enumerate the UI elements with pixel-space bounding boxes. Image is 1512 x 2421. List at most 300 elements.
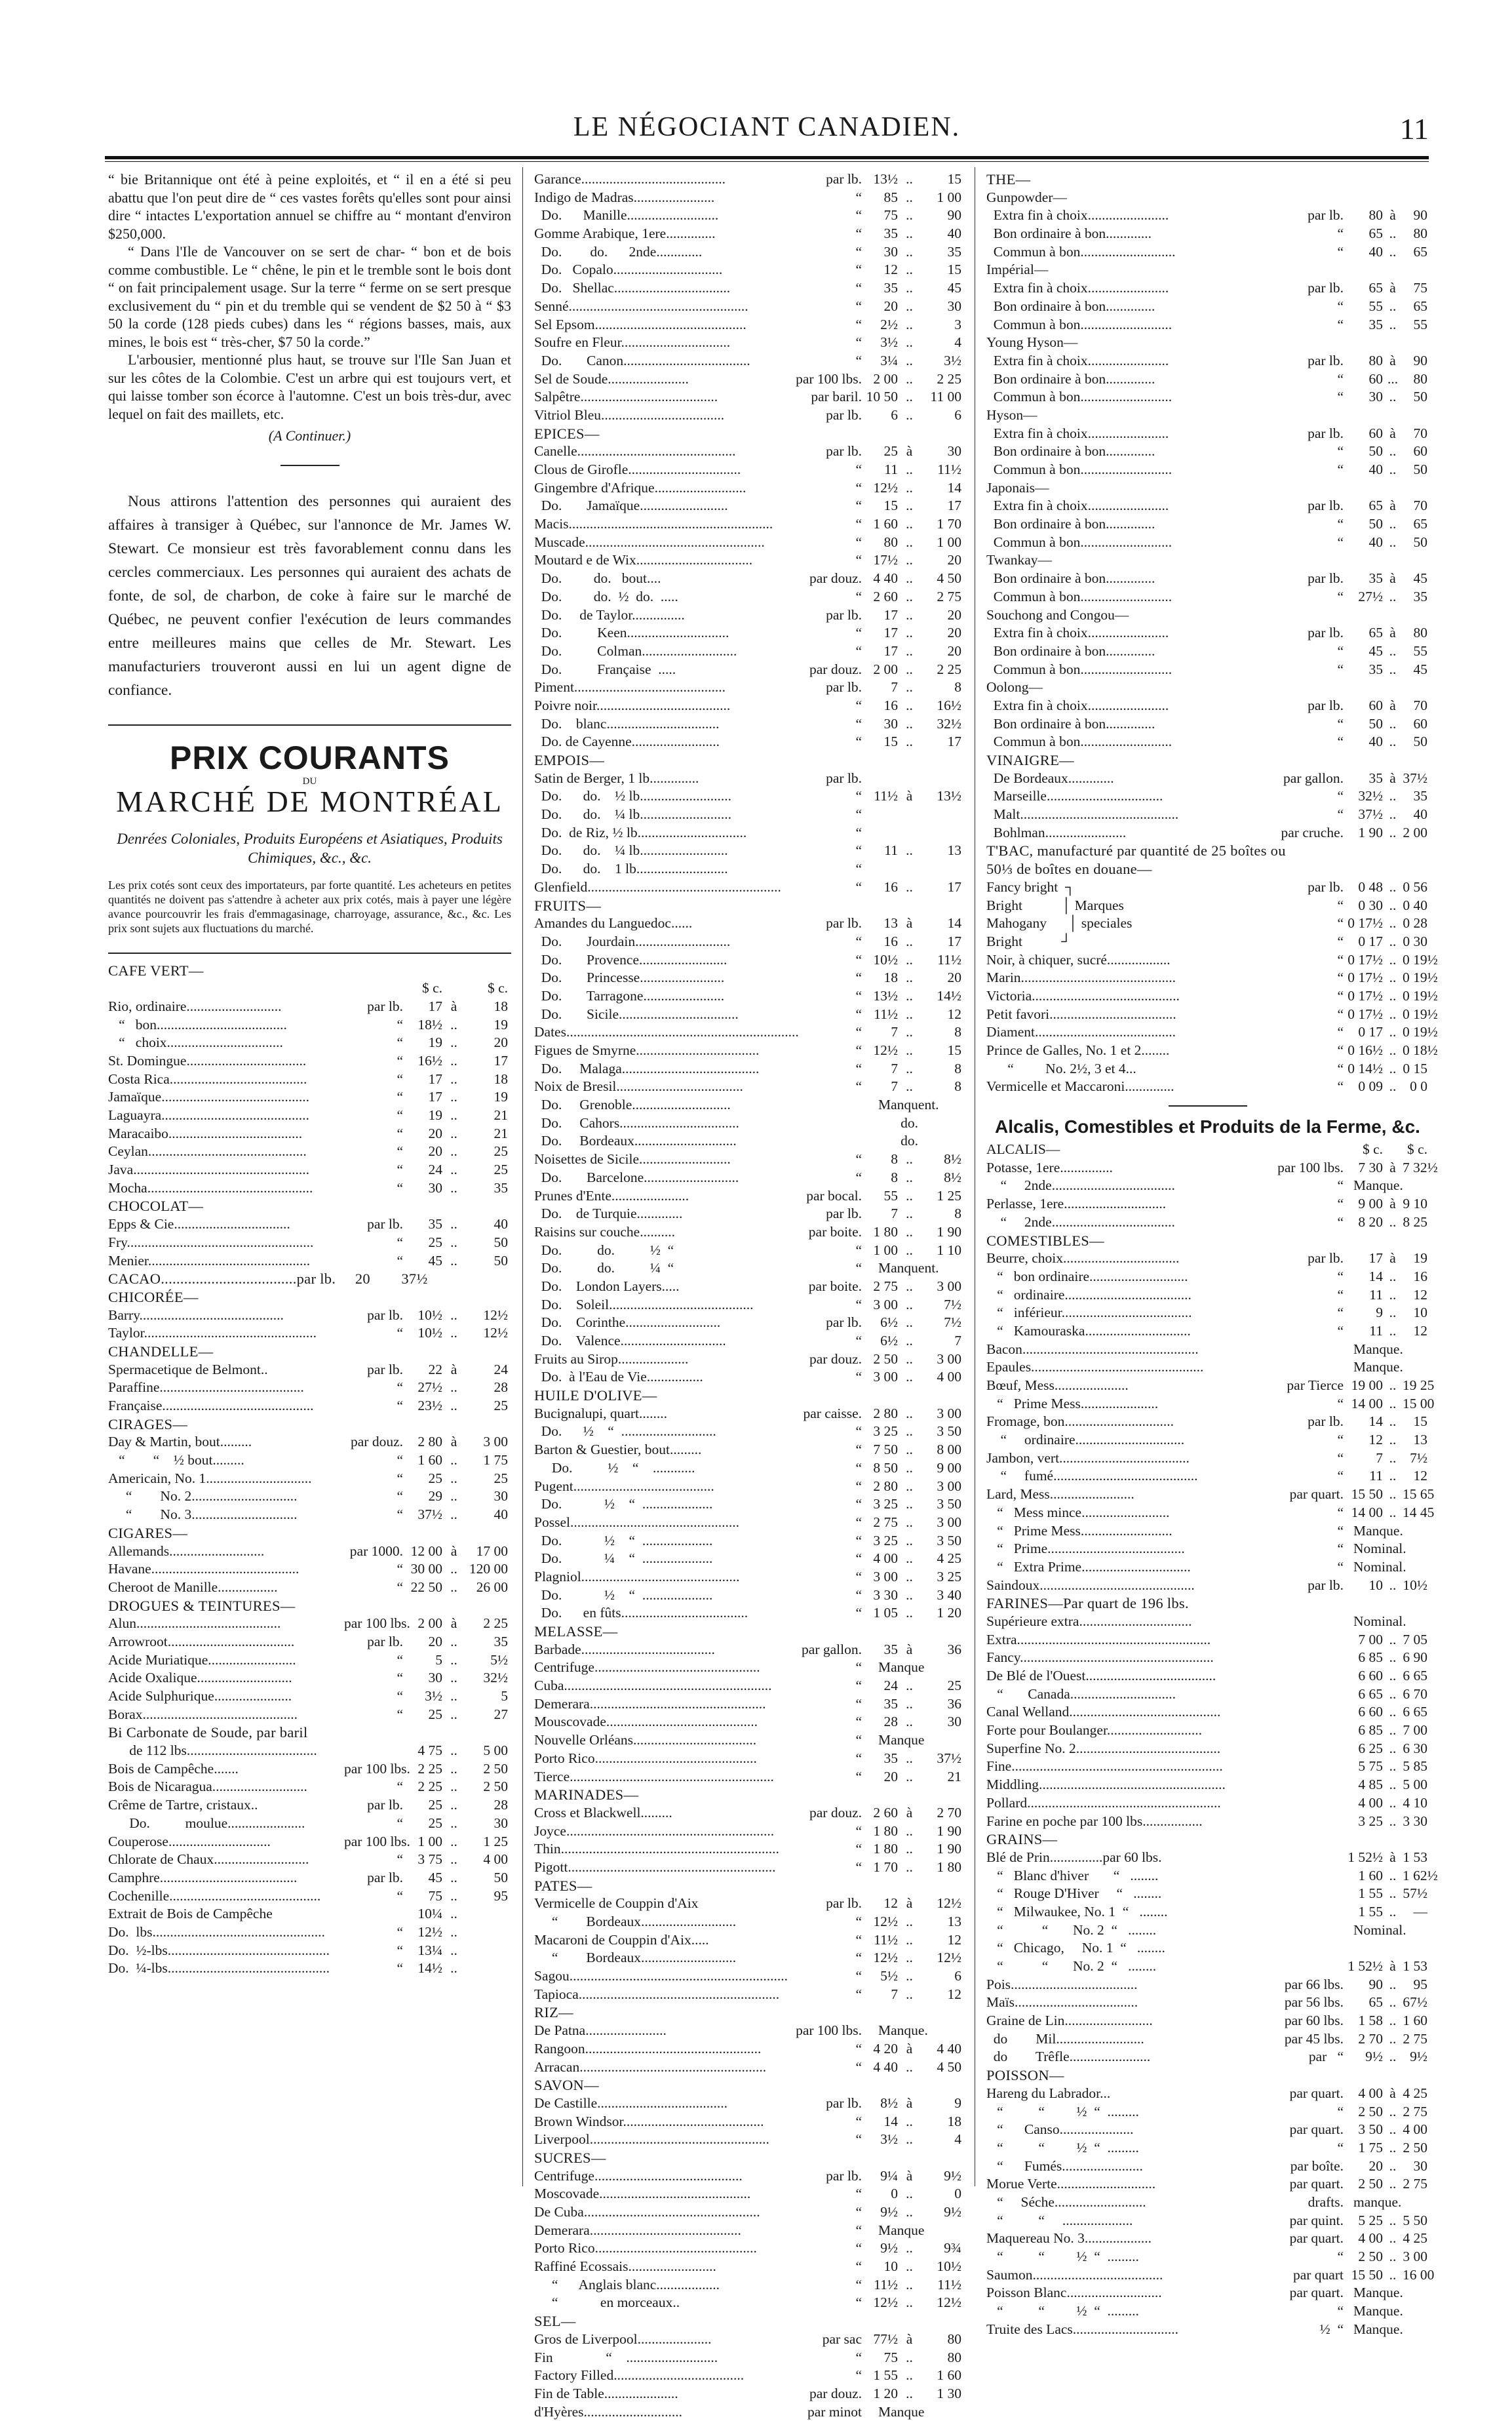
- price-row: [986, 1577, 1429, 1595]
- price-row: [108, 1107, 511, 1125]
- item-unit: “: [397, 1960, 403, 1977]
- price-high: 95: [1413, 1976, 1427, 1992]
- item-unit: “: [855, 1423, 862, 1440]
- item-unit: par lb.: [367, 1869, 403, 1885]
- item-unit: par caisse.: [803, 1405, 862, 1421]
- price-high: 2 25: [937, 661, 961, 677]
- item-name: Noir, à chiquer, sucré..................: [986, 951, 1171, 968]
- price-high: 9½: [1410, 2049, 1427, 2065]
- item-unit: par quart: [1292, 2266, 1344, 2283]
- item-name: de 112 lbs.....................................: [108, 1742, 317, 1759]
- price-high: 1 90: [937, 1223, 961, 1240]
- price-separator: ..: [906, 588, 913, 604]
- item-name: Jambon, vert.....................................: [986, 1449, 1190, 1466]
- price-high: 2 50: [483, 1760, 508, 1777]
- item-unit: par sac: [822, 2331, 862, 2347]
- price-row: [534, 1314, 963, 1332]
- section-heading: POISSON—: [986, 2067, 1064, 2084]
- price-separator: ..: [906, 1496, 913, 1512]
- price-high: 0 40: [1403, 897, 1427, 913]
- price-high: 12½: [937, 2294, 961, 2311]
- item-unit: “: [1337, 806, 1344, 823]
- price-status: Nominal.: [1353, 1558, 1406, 1575]
- price-low: 2 60: [873, 588, 898, 604]
- price-separator: ..: [1389, 443, 1397, 460]
- item-name: Nouvelle Orléans...................................: [534, 1732, 757, 1748]
- price-separator: ..: [906, 2058, 913, 2075]
- price-low: 10: [883, 2258, 898, 2275]
- item-name: d'Hyères............................: [534, 2403, 683, 2420]
- price-separator: ..: [450, 1052, 457, 1069]
- price-row: [986, 551, 1429, 570]
- price-low: 3¼: [880, 352, 898, 368]
- article-paragraph: “ bie Britannique ont été à peine exploités, et “ il en a été si peu abattu que l'on peut dire de “ ces vastes forêts qu'elles sont pour ainsi dire “ intactes L'exportation annuel se chiffre au “ montant d'environ $250,000.: [108, 171, 511, 242]
- section-heading: MARINADES—: [534, 1786, 639, 1803]
- price-separator: ..: [906, 2113, 913, 2129]
- item-name: Oolong—: [986, 679, 1043, 696]
- price-separator: ..: [450, 1470, 457, 1486]
- price-row: [108, 1869, 511, 1887]
- price-low: 35: [1368, 316, 1383, 332]
- item-unit: par quart.: [1289, 2230, 1344, 2247]
- price-low: 2 00: [417, 1615, 442, 1632]
- price-separator: ..: [1389, 1994, 1397, 2011]
- price-high: 21: [947, 1768, 961, 1784]
- item-unit: par 56 lbs.: [1284, 1994, 1344, 2011]
- price-separator: ..: [1389, 933, 1397, 949]
- price-separator: ..: [1389, 1649, 1397, 1666]
- price-low: 35: [883, 226, 898, 242]
- price-row: [986, 1813, 1429, 1831]
- price-separator: ..: [906, 1024, 913, 1040]
- price-high: 17: [947, 933, 961, 949]
- price-low: 4 20: [873, 2040, 898, 2057]
- item-unit: “: [855, 1931, 862, 1948]
- item-unit: par lb.: [826, 171, 862, 187]
- price-low: 11: [1369, 1322, 1383, 1339]
- price-low: 15 50: [1351, 1486, 1383, 1503]
- price-separator: ..: [906, 1714, 913, 1730]
- price-row: [534, 915, 963, 933]
- price-low: 15: [883, 498, 898, 514]
- item-name: Canelle.............................................: [534, 443, 736, 460]
- item-name: Bon ordinaire à bon.............: [986, 226, 1152, 242]
- item-unit: “: [397, 1452, 403, 1468]
- price-row: [108, 1433, 511, 1451]
- item-unit: “: [855, 1169, 862, 1185]
- price-separator: ..: [450, 1162, 457, 1178]
- price-separator: ..: [906, 1950, 913, 1966]
- price-row: [534, 1514, 963, 1532]
- item-name: Commun à bon..........................: [986, 734, 1173, 750]
- price-low: 15: [883, 734, 898, 750]
- item-name: Centrifuge...............................................: [534, 1659, 760, 1676]
- item-unit: “: [1337, 316, 1344, 332]
- price-low: 7 30: [1358, 1159, 1383, 1175]
- price-low: 13½: [873, 987, 898, 1004]
- item-unit: par 100 lbs.: [344, 1615, 410, 1632]
- price-separator: ..: [1389, 2266, 1397, 2283]
- price-low: 40: [1368, 534, 1383, 550]
- item-unit: “: [855, 1060, 862, 1076]
- currency-header: [108, 979, 511, 998]
- price-high: 45: [1413, 570, 1427, 587]
- item-name: Rio, ordinaire...........................: [108, 998, 282, 1014]
- price-high: 1 60: [937, 2367, 961, 2384]
- item-name: “ No. 2..............................: [108, 1488, 298, 1505]
- item-name: Do. Manille..........................: [534, 207, 719, 224]
- price-row: [986, 1286, 1429, 1305]
- item-name: Fry.....................................................: [108, 1234, 314, 1250]
- price-low: 1 60: [1358, 1867, 1383, 1883]
- price-low: 11: [884, 462, 898, 477]
- price-row: [108, 1687, 511, 1706]
- item-name: Malt.............................................: [986, 806, 1179, 823]
- price-row: [108, 1234, 511, 1252]
- item-name: Macis..........................................................: [534, 516, 773, 532]
- price-low: 22 50: [410, 1579, 442, 1595]
- price-high: 90: [1413, 352, 1427, 368]
- price-row: [986, 316, 1429, 334]
- item-name: Fancy.......................................................: [986, 1649, 1214, 1666]
- price-separator: ..: [906, 2240, 913, 2256]
- item-name: Impérial—: [986, 262, 1049, 278]
- price-high: 2 50: [1403, 2139, 1427, 2155]
- price-low: 12½: [873, 1950, 898, 1966]
- price-high: 65: [1413, 243, 1427, 260]
- price-row: [108, 1451, 511, 1470]
- item-unit: “: [1337, 788, 1344, 804]
- price-separator: ..: [906, 1841, 913, 1857]
- price-low: 12½: [417, 1923, 442, 1940]
- price-row: [534, 298, 963, 316]
- price-low: 13¼: [417, 1942, 442, 1958]
- item-name: Allemands...........................: [108, 1543, 265, 1559]
- price-high: 50: [1413, 534, 1427, 550]
- item-name: “ Bordeaux...........................: [534, 1914, 737, 1929]
- price-high: 3 50: [937, 1423, 961, 1440]
- price-row: [986, 1395, 1435, 1413]
- price-row: [534, 334, 963, 352]
- price-separator: ..: [1389, 1432, 1397, 1448]
- price-status: Manque: [878, 1659, 925, 1676]
- price-separator: ..: [1389, 970, 1397, 986]
- price-low: 37½: [1358, 806, 1383, 823]
- price-high: 3 25: [937, 1568, 961, 1584]
- price-low: 29: [428, 1488, 442, 1505]
- price-row: [534, 1532, 963, 1550]
- price-row: [534, 1822, 963, 1841]
- price-row: [986, 1794, 1429, 1813]
- price-low: 3 00: [873, 1369, 898, 1385]
- item-name: Do. Grenoble............................: [534, 1097, 731, 1113]
- item-name: Diament........................................: [986, 1024, 1176, 1040]
- price-separator: à: [1389, 770, 1396, 786]
- item-name: Centrifuge..........................................: [534, 2167, 743, 2184]
- price-row: [108, 1088, 511, 1107]
- price-separator: ..: [1389, 1305, 1397, 1321]
- item-name: Brown Windsor........................................: [534, 2113, 764, 2129]
- item-name: “ Chicago, No. 1 “ ........: [986, 1940, 1165, 1956]
- column-1: [108, 170, 511, 2190]
- item-name: Gomme Arabique, 1ere..............: [534, 226, 716, 242]
- price-row: [534, 1478, 963, 1496]
- item-unit: “: [855, 2294, 862, 2311]
- price-high: 0 19½: [1403, 951, 1438, 968]
- item-name: Soufre en Fleur...............................: [534, 334, 731, 351]
- price-separator: ..: [906, 1042, 913, 1058]
- item-name: Alun.........................................: [108, 1615, 281, 1632]
- price-separator: ..: [450, 1071, 457, 1087]
- item-unit: “: [855, 1822, 862, 1839]
- item-name: do Mil.........................: [986, 2030, 1144, 2047]
- item-name: Hareng du Labrador...: [986, 2085, 1111, 2101]
- item-name: Do. ¼ “ ....................: [534, 1550, 713, 1567]
- price-high: 16: [1413, 1268, 1427, 1284]
- price-low: 17: [1368, 1250, 1383, 1267]
- price-row: [108, 1252, 511, 1270]
- price-row: [534, 261, 963, 279]
- item-name: “ Canada..............................: [986, 1685, 1176, 1702]
- price-low: 30: [883, 715, 898, 732]
- price-row: [108, 1487, 511, 1506]
- price-row: [534, 1804, 963, 1822]
- price-high: 3 00: [937, 1478, 961, 1494]
- price-low: 13: [883, 915, 898, 932]
- price-row: [534, 1859, 963, 1877]
- price-high: 75: [1413, 280, 1427, 296]
- price-low: 0 09: [1358, 1078, 1383, 1095]
- price-low: 10: [1368, 1577, 1383, 1593]
- item-unit: “: [855, 1678, 862, 1694]
- item-name: Extra fin à choix.......................: [986, 697, 1169, 713]
- item-name: Petit favori....................................: [986, 1006, 1176, 1022]
- price-high: 14½: [937, 987, 961, 1004]
- price-high: 1 10: [937, 1242, 961, 1258]
- price-separator: ..: [1389, 1685, 1397, 1702]
- price-high: 35: [947, 243, 961, 260]
- item-unit: “: [397, 1252, 403, 1269]
- item-name: “ Bordeaux...........................: [534, 1950, 737, 1966]
- price-low: 6½: [880, 1314, 898, 1331]
- price-row: [986, 1141, 1429, 1159]
- price-separator: ..: [1389, 389, 1397, 405]
- item-name: Do. Canon....................................: [534, 352, 750, 368]
- price-row: [108, 1579, 511, 1597]
- item-unit: par bocal.: [806, 1187, 862, 1204]
- item-unit: “: [855, 498, 862, 514]
- price-high: 7: [954, 1333, 961, 1348]
- item-name: Epps & Cie.................................: [108, 1216, 290, 1232]
- price-row: [986, 588, 1429, 606]
- price-high: 0 0: [1410, 1078, 1427, 1095]
- price-low: 65: [1368, 498, 1383, 514]
- price-separator: ..: [906, 1405, 913, 1421]
- price-low: 9 00: [1358, 1196, 1383, 1212]
- price-separator: ..: [450, 1579, 457, 1595]
- price-status: Manquent.: [878, 1260, 939, 1276]
- price-high: 9½: [944, 2204, 961, 2220]
- item-unit: par lb.: [1308, 207, 1344, 224]
- item-name: Barbade......................................: [534, 1641, 715, 1657]
- price-separator: ..: [906, 1169, 913, 1185]
- price-high: 9½: [944, 2167, 961, 2184]
- item-unit: par quart.: [1289, 2121, 1344, 2138]
- price-separator: ..: [1389, 1395, 1397, 1411]
- item-unit: par lb.: [1308, 625, 1344, 641]
- price-separator: ..: [1389, 2013, 1397, 2029]
- journal-title: LE NÉGOCIANT CANADIEN.: [573, 112, 961, 142]
- price-separator: ..: [1389, 878, 1397, 895]
- item-name: “ “ ½ bout.........: [108, 1452, 244, 1468]
- price-high: 20: [947, 642, 961, 659]
- item-name: “ Fumés.......................: [986, 2157, 1143, 2174]
- price-separator: ..: [906, 243, 913, 260]
- price-row: [986, 1159, 1438, 1177]
- price-low: 20: [883, 298, 898, 314]
- price-separator: ..: [906, 642, 913, 659]
- prix-subtitle: Denrées Coloniales, Produits Européens et Asiatiques, Produits Chimiques, &c., &c.: [117, 830, 503, 866]
- price-separator: à: [1389, 570, 1396, 587]
- price-high: 3 50: [937, 1496, 961, 1512]
- price-low: 35: [428, 1216, 442, 1232]
- item-name: Fin “ ..........................: [534, 2349, 718, 2365]
- item-name: Blé de Prin...............par 60 lbs.: [986, 1849, 1162, 1865]
- price-separator: ..: [1389, 1468, 1397, 1484]
- item-name: Pugent........................................: [534, 1478, 714, 1494]
- price-high: 5 85: [1403, 1758, 1427, 1775]
- item-unit: par lb.: [367, 1216, 403, 1232]
- price-separator: ..: [450, 1506, 457, 1523]
- price-low: 23½: [417, 1398, 442, 1413]
- price-low: 8 50: [873, 1459, 898, 1476]
- item-unit: “: [855, 1659, 862, 1676]
- item-name: Do. ½ “ ....................: [534, 1496, 713, 1512]
- item-unit: “: [397, 1379, 403, 1396]
- price-high: 4 10: [1403, 1794, 1427, 1811]
- price-high: 15: [947, 262, 961, 278]
- price-high: 12: [947, 1986, 961, 2002]
- price-high: 3 00: [937, 1278, 961, 1294]
- section-heading: VINAIGRE—: [986, 752, 1074, 768]
- price-separator: ..: [1389, 2157, 1397, 2174]
- price-row: [534, 679, 963, 697]
- price-low: 25: [428, 1706, 442, 1722]
- item-unit: “: [855, 534, 862, 550]
- price-low: 7: [891, 679, 898, 696]
- price-high: 0 19½: [1403, 1024, 1438, 1040]
- price-row: [108, 1034, 511, 1052]
- price-row: [986, 2194, 1429, 2212]
- price-low: 20: [428, 1143, 442, 1160]
- item-unit: “: [1337, 389, 1344, 405]
- item-name: Barton & Guestier, bout.........: [534, 1442, 702, 1458]
- item-name: Havane..........................................: [108, 1561, 300, 1577]
- section-heading: FRUITS—: [534, 897, 602, 914]
- price-row: [534, 1096, 963, 1114]
- price-separator: ..: [1389, 2176, 1397, 2192]
- price-high: 30: [494, 1815, 508, 1831]
- item-name: Porto Rico..............................................: [534, 2240, 757, 2256]
- price-low: 2 50: [1358, 2176, 1383, 2192]
- item-unit: “: [1337, 1449, 1344, 1466]
- price-separator: à: [906, 443, 913, 460]
- item-unit: “: [1337, 1060, 1344, 1076]
- item-name: Do. ¼-lbs..............................................: [108, 1960, 330, 1977]
- item-unit: “: [855, 2204, 862, 2220]
- price-low: 20: [428, 1125, 442, 1141]
- price-separator: ..: [906, 1223, 913, 1240]
- price-high: 4 25: [1403, 2085, 1427, 2101]
- item-unit: par lb.: [826, 1895, 862, 1912]
- item-name: “ “ No. 2 “ ........: [986, 1921, 1157, 1938]
- item-unit: “: [855, 2258, 862, 2275]
- price-row: [986, 2121, 1429, 2139]
- price-low: 17: [883, 606, 898, 623]
- price-high: 12½: [483, 1325, 508, 1341]
- price-separator: ..: [906, 2276, 913, 2293]
- price-high: 60: [1413, 715, 1427, 732]
- price-high: 14 45: [1403, 1504, 1435, 1520]
- price-row: [534, 316, 963, 334]
- price-low: 12½: [873, 1042, 898, 1058]
- price-high: 50: [494, 1869, 508, 1885]
- price-low: 2 50: [873, 1350, 898, 1367]
- item-unit: par quart.: [1289, 2176, 1344, 2192]
- price-row: [986, 1849, 1429, 1867]
- price-row: [534, 1187, 963, 1206]
- price-separator: ..: [1389, 1213, 1397, 1230]
- item-unit: “: [397, 1815, 403, 1831]
- item-name: “ Prime.......................................: [986, 1541, 1185, 1557]
- item-name: Do. ½-lbs..............................................: [108, 1942, 330, 1958]
- price-row: [534, 2239, 963, 2258]
- item-unit: “: [855, 189, 862, 205]
- item-name: Do. ½ “ ....................: [534, 1586, 713, 1603]
- price-separator: ..: [1389, 1413, 1397, 1430]
- price-high: 15 00: [1403, 1395, 1435, 1411]
- price-high: 36: [947, 1641, 961, 1657]
- item-unit: “: [855, 280, 862, 296]
- price-row: [534, 2040, 963, 2058]
- price-low: 6½: [880, 1333, 898, 1348]
- price-separator: ..: [1389, 1758, 1397, 1775]
- price-separator: à: [906, 2167, 913, 2184]
- item-name: Pollard.......................................................: [986, 1794, 1221, 1811]
- price-row: [986, 806, 1429, 824]
- item-name: “ inférieur.....................................: [986, 1305, 1192, 1321]
- item-unit: par lb.: [1308, 878, 1344, 895]
- item-unit: “: [1337, 915, 1344, 932]
- item-name: Fancy bright ┐: [986, 878, 1076, 895]
- price-low: 2 80: [873, 1405, 898, 1421]
- price-high: 30: [494, 1488, 508, 1505]
- price-high: 17: [947, 498, 961, 514]
- price-row: [108, 1742, 511, 1760]
- item-unit: “: [397, 1325, 403, 1341]
- item-name: Do. Shellac.................................: [534, 280, 731, 296]
- price-high: 1 60: [1403, 2013, 1427, 2029]
- section-heading: CHOCOLAT—: [108, 1198, 204, 1215]
- price-high: 4: [954, 2131, 961, 2148]
- price-low: 0 16½: [1347, 1042, 1383, 1058]
- item-unit: “: [855, 734, 862, 750]
- price-row: [986, 2085, 1429, 2103]
- price-row: [534, 715, 963, 734]
- price-low: 5 75: [1358, 1758, 1383, 1775]
- price-low: 19: [428, 1034, 442, 1051]
- price-high: 6 30: [1403, 1740, 1427, 1756]
